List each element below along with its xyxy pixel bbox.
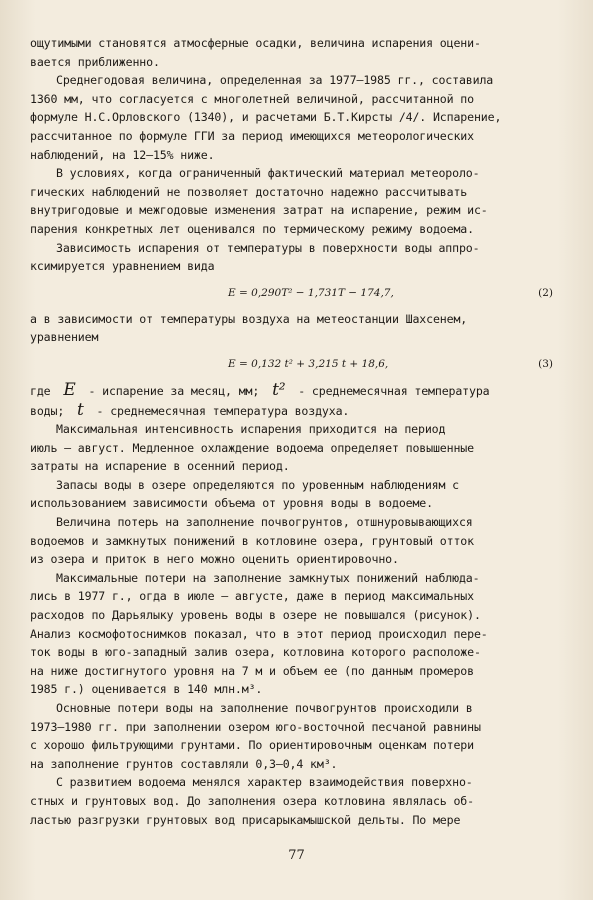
text-line: гических наблюдений не позволяет достаточно надежно рассчитывать (30, 184, 468, 199)
equation-formula: E = 0,132 t² + 3,215 t + 18,6, (228, 357, 389, 370)
equation-formula: E = 0,290T² − 1,731T − 174,7, (228, 286, 394, 299)
text-line: парения конкретных лет оценивался по термическому режиму водоема. (30, 221, 474, 236)
definition-text: - среднемесячная температура воздуха. (96, 403, 350, 418)
definition-text: воды; (30, 403, 65, 418)
text-line: формуле Н.С.Орловского (1340), и расчетами Б.Т.Кирсты /4/. Испарение, (30, 110, 502, 125)
text-line: на заполнение грунтов составляли 0,3–0,4 км³. (30, 756, 338, 771)
equation-number: (2) (538, 286, 553, 299)
definition-text: - испарение за месяц, мм; (88, 383, 260, 398)
text-line: водоемов и замкнутых понижений в котловине озера, грунтовый отток (30, 533, 474, 548)
paragraph-block-a (30, 34, 557, 276)
text-line: использованием зависимости объема от уровня воды в водоеме. (30, 496, 433, 511)
text-line: Максимальные потери на заполнение замкнутых понижений наблюда- (56, 570, 480, 585)
text-line: уравнением (30, 330, 99, 345)
text-line: ощутимыми становятся атмосферные осадки, величина испарения оцени- (30, 36, 481, 50)
text-line: рассчитанное по формуле ГГИ за период имеющихся метеорологических (30, 128, 474, 143)
text-line: на ниже достигнутого уровня на 7 м и объем ее (по данным промеров (30, 663, 474, 678)
text-line: вается приближенно. (30, 54, 160, 69)
equation-number: (3) (538, 357, 553, 370)
text-line: из озера и приток в него можно оценить ориентировочно. (30, 552, 399, 567)
text-line: ток воды в юго-западный залив озера, котловина которого расположе- (30, 645, 481, 660)
text-line: Запасы воды в озере определяются по уровенным наблюдениям с (56, 477, 459, 492)
equation-3 (30, 347, 557, 381)
text-line: 1360 мм, что согласуется с многолетней величиной, рассчитанной по (30, 91, 474, 106)
text-line: Величина потерь на заполнение почвогрунтов, отшнуровывающихся (56, 515, 473, 530)
definition-text: - среднемесячная температура (298, 383, 490, 398)
symbol-definition-line (30, 401, 557, 421)
text-line: ксимируется уравнением вида (30, 259, 215, 274)
text-line: июль – август. Медленное охлаждение водоема определяет повышенные (30, 440, 474, 455)
text-line: Основные потери воды на заполнение почвогрунтов происходили в (56, 701, 473, 715)
text-line: ластью разгрузки грунтовых вод присарыкамышской дельты. По мере (30, 812, 461, 827)
text-line: стных и грунтовых вод. До заполнения озера котловина являлась об- (30, 793, 474, 808)
symbol-t: t (77, 399, 84, 420)
where-word: где (30, 383, 51, 398)
page-number: 77 (288, 848, 305, 863)
symbol-definition-line (30, 381, 557, 401)
symbol-e: E (63, 379, 76, 400)
text-line: расходов по Дарьялыку уровень воды в озере не повышался (рисунок). (30, 608, 481, 623)
paragraph-block-c (30, 420, 557, 829)
text-line: Среднегодовая величина, определенная за 1977–1985 гг., составила (56, 73, 494, 88)
symbol-t-squared: t² (272, 379, 286, 400)
text-line: наблюдений, на 12–15% ниже. (30, 147, 215, 162)
text-line: внутригодовые и межгодовые изменения затрат на испарение, режим ис- (30, 203, 488, 218)
text-line: Зависимость испарения от температуры в поверхности воды аппро- (56, 240, 480, 255)
paragraph-block-b (30, 310, 557, 347)
equation-2 (30, 276, 557, 310)
text-line: а в зависимости от температуры воздуха на метеостанции Шахсенем, (30, 311, 468, 326)
text-line: Максимальная интенсивность испарения приходится на период (56, 422, 446, 437)
text-line: затраты на испарение в осенний период. (30, 459, 290, 474)
text-line: В условиях, когда ограниченный фактический материал метеороло- (56, 166, 480, 181)
text-line: 1973–1980 гг. при заполнении озером юго-восточной песчаной равнины (30, 719, 481, 734)
text-line: С развитием водоема менялся характер взаимодействия поверхно- (56, 775, 473, 790)
text-line: с хорошо фильтрующими грунтами. По ориентировочным оценкам потери (30, 738, 474, 753)
text-line: Анализ космофотоснимков показал, что в этот период происходил пере- (30, 626, 488, 641)
text-line: 1985 г.) оценивается в 140 млн.м³. (30, 682, 263, 697)
text-line: лись в 1977 г., огда в июле – августе, даже в период максимальных (30, 589, 474, 604)
